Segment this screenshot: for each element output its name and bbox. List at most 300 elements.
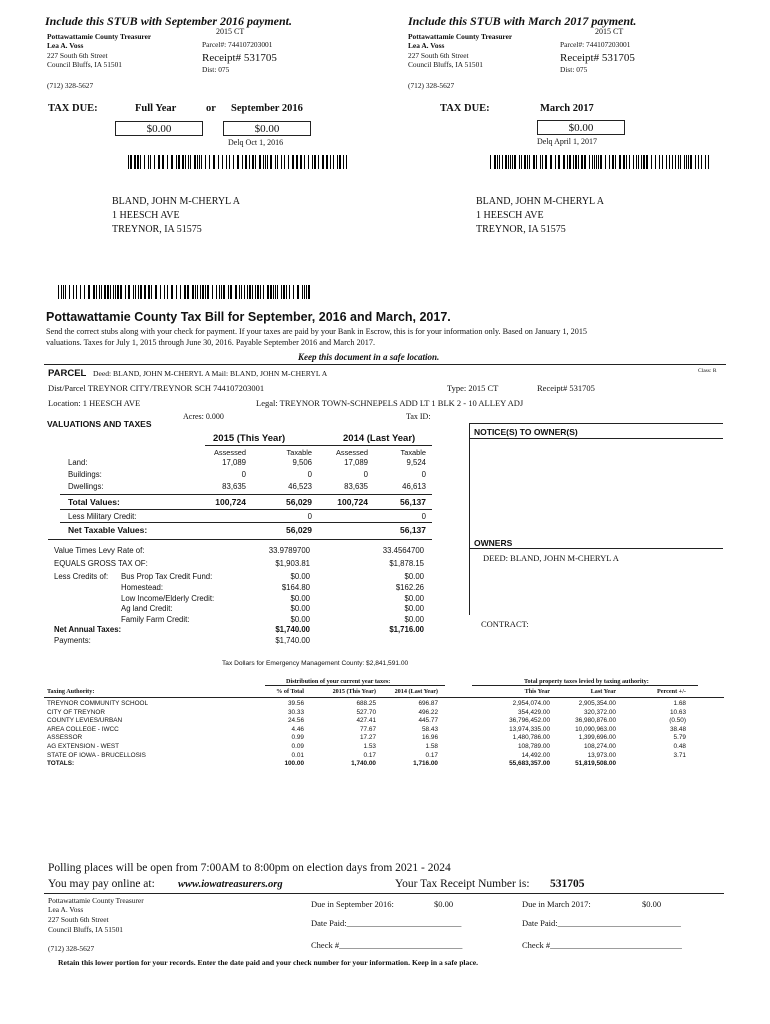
barcode-bar	[550, 155, 552, 169]
barcode-bar	[65, 285, 66, 299]
last-year-levied: 320,372.00	[584, 708, 616, 716]
taxable-this: 9,506	[292, 458, 312, 467]
military-credit-this: 0	[307, 512, 312, 521]
barcode-bar	[502, 155, 503, 169]
percent-change: 38.48	[670, 725, 686, 733]
barcode-bar	[158, 155, 160, 169]
barcode-bar	[130, 155, 132, 169]
valuation-label: Dwellings:	[68, 482, 104, 491]
barcode-bar	[308, 285, 310, 299]
mail-name: BLAND, JOHN M-CHERYL A	[476, 196, 604, 207]
percent-change: 1.68	[673, 700, 686, 707]
barcode-bar	[655, 155, 656, 169]
barcode-bar	[182, 155, 184, 169]
treasurer-org: Pottawattamie County Treasurer	[408, 32, 513, 41]
barcode-bar	[93, 285, 95, 299]
barcode-bar	[134, 155, 136, 169]
barcode-bar	[263, 285, 264, 299]
divider	[48, 539, 432, 540]
credit-label: Ag land Credit:	[121, 604, 173, 613]
barcode-bar	[230, 285, 232, 299]
last-year-amount: 16.96	[422, 734, 438, 742]
barcode-bar	[167, 285, 168, 299]
military-credit-last: 0	[421, 512, 426, 521]
period-amount-box: $0.00	[537, 120, 625, 135]
barcode-bar	[678, 155, 679, 169]
period-amount-box: $0.00	[223, 121, 311, 136]
barcode-bar	[289, 285, 290, 299]
barcode-bar	[128, 155, 129, 169]
last-year-levied: 13,973.00	[587, 751, 616, 759]
levy-last: 33.4564700	[382, 546, 424, 555]
divider	[469, 423, 470, 615]
barcode-bar	[312, 155, 313, 169]
barcode-bar	[508, 155, 509, 169]
authority-name: TOTALS:	[47, 760, 75, 768]
assessed-this: 83,635	[222, 482, 246, 491]
barcode-bar	[641, 155, 642, 169]
barcode-bar	[302, 285, 303, 299]
barcode-bar	[619, 155, 621, 169]
this-year-levied: 108,789.00	[518, 743, 550, 750]
barcode-bar	[135, 285, 136, 299]
barcode-bar	[247, 285, 248, 299]
last-year-amount: 445.77	[418, 717, 438, 725]
percent-change: 5.79	[673, 734, 686, 742]
taxable-this: 0	[307, 470, 312, 479]
barcode-bar	[592, 155, 593, 169]
barcode-bar	[297, 285, 299, 299]
assessed-this: 17,089	[222, 458, 246, 467]
barcode-bar	[226, 155, 227, 169]
barcode-bar	[205, 285, 206, 299]
net-taxable-last: 56,137	[400, 525, 426, 535]
barcode-bar	[292, 155, 294, 169]
barcode-bar	[708, 155, 709, 169]
treasurer-name: Lea A. Voss	[47, 41, 84, 50]
treasurer-address2: Council Bluffs, IA 51501	[408, 60, 484, 69]
barcode-bar	[212, 285, 213, 299]
deed-owner: DEED: BLAND, JOHN M-CHERYL A	[483, 553, 619, 563]
barcode-bar	[187, 285, 189, 299]
barcode-bar	[96, 285, 97, 299]
barcode-bar	[88, 285, 90, 299]
barcode-bar	[527, 155, 528, 169]
barcode-bar	[281, 285, 282, 299]
barcode-bar	[581, 155, 583, 169]
barcode-bar	[176, 155, 177, 169]
bill-receipt: Receipt# 531705	[537, 383, 595, 393]
barcode-bar	[533, 155, 535, 169]
barcode-bar	[558, 155, 560, 169]
notices-heading: NOTICE(S) TO OWNER(S)	[474, 427, 578, 437]
barcode-bar	[101, 285, 102, 299]
barcode-bar	[140, 155, 141, 169]
barcode-bar	[260, 285, 261, 299]
barcode-bar	[115, 285, 116, 299]
tax-due-label: TAX DUE:	[440, 103, 490, 114]
barcode-bar	[265, 155, 266, 169]
barcode-bar	[213, 155, 215, 169]
authority-name: CITY OF TREYNOR	[47, 708, 105, 716]
divider	[469, 438, 723, 439]
payments-this: $1,740.00	[275, 636, 310, 645]
authority-name: STATE OF IOWA - BRUCELLOSIS	[47, 751, 146, 759]
assessed-this: 0	[241, 470, 246, 479]
stub-year: 2015 CT	[216, 27, 245, 36]
last-year-amount: 58.43	[422, 725, 438, 733]
parcel-number: Parcel#: 744107203001	[202, 40, 273, 49]
barcode-bar	[201, 155, 202, 169]
barcode-bar	[171, 155, 173, 169]
check-number-march[interactable]: Check #_______________________________	[522, 940, 682, 950]
barcode-bar	[221, 285, 222, 299]
barcode-bar	[209, 155, 210, 169]
barcode-bar	[318, 155, 319, 169]
barcode-bar	[125, 285, 126, 299]
barcode-bar	[171, 285, 173, 299]
legal-description: Legal: TREYNOR TOWN-SCHNEPELS ADD LT 1 BLK 2 - 10 ALLEY ADJ	[256, 398, 524, 408]
levy-this: 33.9789700	[268, 546, 310, 555]
pct-of-total: 30.33	[288, 708, 304, 716]
pct-of-total: 100.00	[284, 760, 304, 768]
barcode-bar	[233, 155, 234, 169]
mail-city: TREYNOR, IA 51575	[112, 224, 202, 235]
barcode-bar	[646, 155, 648, 169]
dist-code: Dist: 075	[560, 65, 588, 74]
last-year-levied: 10,090,963.00	[575, 725, 616, 733]
barcode-bar	[138, 285, 139, 299]
mail-street: 1 HEESCH AVE	[476, 210, 544, 221]
taxable-last: 9,524	[406, 458, 426, 467]
barcode-bar	[705, 155, 706, 169]
last-year-levied: 36,980,876.00	[575, 717, 616, 725]
total-assessed-this: 100,724	[215, 497, 246, 507]
barcode-bar	[540, 155, 541, 169]
pay-online-link[interactable]: www.iowatreasurers.org	[178, 879, 283, 890]
percent-change: 0.48	[673, 743, 686, 750]
barcode-bar	[651, 155, 652, 169]
barcode-bar	[638, 155, 639, 169]
barcode-bar	[241, 285, 242, 299]
taxable-this: 46,523	[288, 482, 312, 491]
receipt-number: Receipt# 531705	[560, 52, 635, 64]
this-year-amount: 17.27	[360, 734, 376, 742]
receipt-number-value: 531705	[550, 878, 585, 890]
polling-notice: Polling places will be open from 7:00AM to 8:00pm on election days from 2021 - 2024	[48, 862, 451, 874]
last-year-amount: 696.87	[418, 700, 438, 707]
bill-title: Pottawattamie County Tax Bill for September, 2016 and March, 2017.	[46, 310, 451, 324]
parcel-heading: PARCEL	[48, 368, 87, 379]
barcode-bar	[270, 285, 272, 299]
this-year-levied: 1,480,786.00	[512, 734, 550, 742]
barcode-bar	[524, 155, 526, 169]
footer-address2: Council Bluffs, IA 51501	[48, 925, 124, 934]
this-year-amount: 527.70	[356, 708, 376, 716]
this-year-total-header: This Year	[524, 688, 550, 695]
due-september-label: Due in September 2016:	[311, 899, 394, 909]
barcode-bar	[596, 155, 597, 169]
barcode-bar	[259, 155, 261, 169]
last-year-total-header: Last Year	[590, 688, 616, 695]
credit-last: $0.00	[404, 615, 424, 624]
barcode-bar	[154, 155, 155, 169]
barcode-bar	[669, 155, 670, 169]
barcode-bar	[140, 285, 142, 299]
percent-change: (0.50)	[669, 717, 686, 725]
treasurer-name: Lea A. Voss	[408, 41, 445, 50]
barcode-bar	[235, 285, 237, 299]
barcode-bar	[623, 155, 625, 169]
barcode-bar	[117, 285, 119, 299]
credit-this: $0.00	[290, 604, 310, 613]
bill-type: Type: 2015 CT	[447, 383, 499, 393]
pct-of-total: 0.99	[291, 734, 304, 742]
authority-name: AG EXTENSION - WEST	[47, 743, 120, 750]
valuation-label: Buildings:	[68, 470, 102, 479]
barcode-bar	[563, 155, 565, 169]
barcode-bar	[326, 155, 328, 169]
last-year-header: 2014 (Last Year)	[394, 688, 438, 695]
pct-of-total: 0.09	[291, 743, 304, 750]
last-year-levied: 2,905,354.00	[578, 700, 616, 707]
authority-name: AREA COLLEGE - IWCC	[47, 725, 119, 733]
authority-name: ASSESSOR	[47, 734, 83, 742]
barcode-bar	[698, 155, 699, 169]
barcode-bar	[521, 155, 522, 169]
barcode-bar	[228, 285, 229, 299]
barcode-bar	[339, 155, 341, 169]
barcode-bar	[128, 285, 130, 299]
due-march-amount: $0.00	[642, 899, 662, 909]
last-year-heading: 2014 (Last Year)	[343, 433, 416, 444]
barcode-bar	[73, 285, 74, 299]
bill-intro-line2: valuations. Taxes for July 1, 2015 through June 30, 2016. Payable September 2016 and March 2017.	[46, 338, 375, 347]
barcode-bar	[197, 285, 198, 299]
barcode-bar	[281, 155, 282, 169]
barcode-bar	[680, 155, 681, 169]
total-assessed-last: 100,724	[337, 497, 368, 507]
taxable-last: 46,613	[402, 482, 426, 491]
this-year-levied: 13,974,335.00	[509, 725, 550, 733]
barcode-bar	[267, 155, 268, 169]
phone: (712) 328-5627	[408, 81, 455, 90]
divider	[472, 685, 698, 686]
location: Location: 1 HEESCH AVE	[48, 398, 141, 408]
barcode-bar	[688, 155, 689, 169]
full-year-label: Full Year	[135, 103, 177, 114]
treasurer-org: Pottawattamie County Treasurer	[47, 32, 152, 41]
military-credit-label: Less Military Credit:	[68, 512, 137, 521]
stub-year: 2015 CT	[595, 27, 624, 36]
assessed-last: 17,089	[344, 458, 368, 467]
barcode-bar	[107, 285, 109, 299]
gross-tax-label: EQUALS GROSS TAX OF:	[54, 559, 148, 568]
divider	[44, 697, 724, 698]
barcode-bar	[63, 285, 64, 299]
pct-of-total: 4.46	[291, 725, 304, 733]
barcode-bar	[144, 155, 145, 169]
barcode-bar	[612, 155, 614, 169]
barcode-bar	[151, 285, 152, 299]
barcode-bar	[99, 285, 100, 299]
barcode-bar	[605, 155, 606, 169]
divider	[469, 423, 723, 424]
last-year-levied: 108,274.00	[584, 743, 616, 750]
barcode-bar	[277, 285, 278, 299]
credit-label: Family Farm Credit:	[121, 615, 190, 624]
barcode-bar	[275, 155, 276, 169]
footer-treasurer-name: Lea A. Voss	[48, 905, 84, 914]
barcode-bar	[499, 155, 500, 169]
barcode-bar	[277, 155, 278, 169]
barcode-bar	[197, 155, 198, 169]
mail-street: 1 HEESCH AVE	[112, 210, 180, 221]
mail-name: BLAND, JOHN M-CHERYL A	[112, 196, 240, 207]
net-annual-taxes-this: $1,740.00	[275, 625, 310, 634]
barcode-bar	[218, 155, 219, 169]
valuations-heading: VALUATIONS AND TAXES	[47, 419, 152, 429]
barcode-bar	[249, 285, 251, 299]
credit-this: $0.00	[290, 572, 310, 581]
deed-mail: Deed: BLAND, JOHN M-CHERYL A Mail: BLAND, JOHN M-CHERYL A	[93, 369, 328, 378]
divider	[60, 509, 432, 510]
barcode-bar	[675, 155, 676, 169]
this-year-header: 2015 (This Year)	[332, 688, 376, 695]
bill-barcode	[58, 285, 313, 299]
pct-of-total: 24.56	[288, 717, 304, 725]
barcode-bar	[584, 155, 586, 169]
or-label: or	[206, 103, 216, 114]
treasurer-address1: 227 South 6th Street	[408, 51, 469, 60]
barcode-bar	[133, 285, 134, 299]
barcode-bar	[555, 155, 556, 169]
assessed-last: 83,635	[344, 482, 368, 491]
total-levied-heading: Total property taxes levied by taxing authority:	[524, 678, 649, 685]
assessed-header: Assessed	[213, 448, 246, 457]
divider	[469, 548, 723, 549]
due-march-label: Due in March 2017:	[522, 899, 591, 909]
authority-header: Taxing Authority:	[47, 688, 95, 695]
barcode-bar	[257, 285, 259, 299]
barcode-bar	[162, 155, 164, 169]
receipt-number: Receipt# 531705	[202, 52, 277, 64]
barcode-bar	[519, 155, 520, 169]
barcode-bar	[270, 155, 272, 169]
dist-code: Dist: 075	[202, 65, 230, 74]
barcode-bar	[594, 155, 595, 169]
this-year-amount: 77.67	[360, 725, 376, 733]
barcode-bar	[113, 285, 114, 299]
check-number-september[interactable]: Check #_____________________________	[311, 940, 463, 950]
barcode-bar	[575, 155, 577, 169]
contract-label: CONTRACT:	[481, 619, 529, 629]
authority-name: COUNTY LEVIES/URBAN	[47, 717, 123, 725]
barcode-bar	[263, 155, 264, 169]
credit-label: Homestead:	[121, 583, 164, 592]
barcode-bar	[636, 155, 637, 169]
barcode-bar	[514, 155, 516, 169]
this-year-amount: 1.53	[363, 743, 376, 750]
barcode-bar	[684, 155, 685, 169]
barcode-bar	[314, 155, 316, 169]
barcode-bar	[626, 155, 627, 169]
barcode-bar	[275, 285, 276, 299]
credit-this: $164.80	[281, 583, 310, 592]
pct-of-total: 0.01	[291, 751, 304, 759]
keep-safe-note: Keep this document in a safe location.	[298, 352, 440, 362]
barcode-bar	[293, 285, 294, 299]
mail-city: TREYNOR, IA 51575	[476, 224, 566, 235]
parcel-number: Parcel#: 744107203001	[560, 40, 631, 49]
barcode-bar	[120, 285, 122, 299]
barcode-bar	[296, 155, 298, 169]
barcode-bar	[322, 155, 324, 169]
barcode-bar	[194, 155, 196, 169]
bill-intro-line1: Send the correct stubs along with your check for payment. If your taxes are paid by your Bank in Escrow, this is for your information only. Based on January 1, 2015	[46, 327, 588, 336]
barcode-bar	[148, 285, 150, 299]
date-paid-march[interactable]: Date Paid:_____________________________	[522, 918, 681, 928]
net-taxable-this: 56,029	[286, 525, 312, 535]
taxable-header: Taxable	[286, 448, 312, 457]
barcode-bar	[284, 155, 285, 169]
barcode-bar	[110, 285, 111, 299]
barcode-bar	[190, 155, 191, 169]
barcode-bar	[288, 155, 289, 169]
divider	[60, 494, 432, 495]
barcode-bar	[343, 155, 344, 169]
barcode-bar	[237, 155, 239, 169]
gross-tax-this: $1,903.81	[275, 559, 310, 568]
divider	[265, 685, 445, 686]
pct-header: % of Total	[276, 688, 304, 695]
barcode-bar	[569, 155, 571, 169]
barcode-bar	[600, 155, 602, 169]
this-year-amount: 1,740.00	[351, 760, 376, 768]
barcode-bar	[223, 285, 225, 299]
stub-title: Include this STUB with March 2017 payment.	[408, 14, 637, 28]
barcode-bar	[188, 155, 189, 169]
stub-title: Include this STUB with September 2016 payment.	[45, 14, 293, 28]
barcode-bar	[615, 155, 616, 169]
tax-id: Tax ID:	[406, 412, 431, 421]
this-year-levied: 55,683,357.00	[509, 760, 550, 768]
barcode-bar	[510, 155, 511, 169]
credit-this: $0.00	[290, 615, 310, 624]
barcode-bar	[239, 285, 240, 299]
barcode-bar	[200, 285, 201, 299]
credit-this: $0.00	[290, 594, 310, 603]
divider	[205, 445, 432, 446]
phone: (712) 328-5627	[47, 81, 94, 90]
delq-date: Delq April 1, 2017	[537, 137, 597, 146]
retain-notice: Retain this lower portion for your records. Enter the date paid and your check number for your information. Keep in a safe place.	[58, 958, 478, 967]
date-paid-september[interactable]: Date Paid:___________________________	[311, 918, 462, 928]
delq-date: Delq Oct 1, 2016	[228, 138, 284, 147]
pct-of-total: 39.56	[288, 700, 304, 707]
barcode-bar	[255, 285, 256, 299]
barcode-bar	[249, 155, 250, 169]
barcode-bar	[598, 155, 599, 169]
footer-treasurer-org: Pottawattamie County Treasurer	[48, 896, 144, 905]
barcode-bar	[283, 285, 285, 299]
barcode-bar	[242, 155, 243, 169]
barcode-bar	[333, 155, 334, 169]
barcode-bar	[219, 285, 220, 299]
barcode-bar	[662, 155, 663, 169]
barcode-bar	[216, 285, 217, 299]
last-year-amount: 0.17	[425, 751, 438, 759]
